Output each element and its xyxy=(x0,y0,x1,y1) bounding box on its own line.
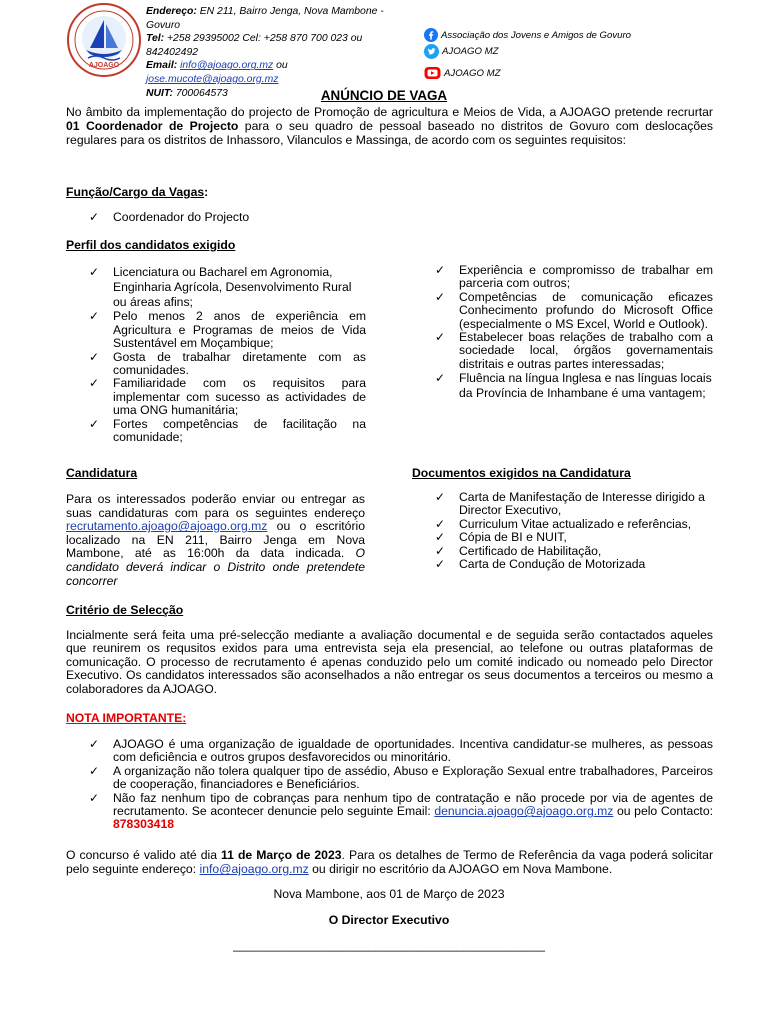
list-item: ✓ Experiência e compromisso de trabalhar em parceria com outros; xyxy=(435,264,713,291)
header-tel: Tel: +258 29395002 Cel: +258 870 700 023 ou 842402492 xyxy=(146,33,363,58)
recruitment-email-link[interactable]: recrutamento.ajoago@ajoago.org.mz xyxy=(66,519,268,534)
youtube-icon xyxy=(424,66,441,80)
organization-logo xyxy=(66,2,142,78)
perfil-list-left xyxy=(89,265,366,444)
twitter-icon xyxy=(424,44,439,59)
list-item: ✓ Familiaridade com os requisitos para implementar com sucesso as actividades de uma ONG humanitária; xyxy=(89,377,366,417)
contact-phone[interactable]: 878303418 xyxy=(113,817,175,832)
logo-text: AJOAGO xyxy=(88,62,120,69)
list-item: ✓ Coordenador do Projecto xyxy=(89,211,389,224)
list-item: ✓ Estabelecer boas relações de trabalho com a sociedade local, órgãos governamentais distritais e outras partes interessadas; xyxy=(435,331,713,371)
signature-line: ______________________________________________ xyxy=(233,938,545,952)
info-email-link[interactable]: info@ajoago.org.mz xyxy=(199,862,309,877)
denuncia-email-link[interactable]: denuncia.ajoago@ajoago.org.mz xyxy=(434,804,614,819)
email-jose-link[interactable]: jose.mucote@ajoago.org.mz xyxy=(146,73,279,85)
list-item: ✓ Certificado de Habilitação, xyxy=(435,545,713,558)
funcao-list xyxy=(89,211,389,224)
nota-list xyxy=(89,738,713,832)
header-nuit: NUIT: 700064573 xyxy=(146,87,228,99)
intro-paragraph: No âmbito da implementação do projecto de Promoção de agricultura e Meios de Vida, a AJOAGO pretende recrurtar 01 Coordenador de Projecto para o seu quadro de pessoal baseado no distritos de Govuro com deslocações regulares para os distritos de Inhassoro, Vilanculos e Massinga, de acordo com os seguintes requisitos: xyxy=(66,105,713,148)
documentos-heading: Documentos exigidos na Candidatura xyxy=(412,466,631,480)
signature-title: O Director Executivo xyxy=(328,913,450,927)
list-item: ✓ Gosta de trabalhar diretamente com as comunidades. xyxy=(89,351,366,378)
list-item: ✓ Pelo menos 2 anos de experiência em Agricultura e Programas de meios de Vida Sustentável em Moçambique; xyxy=(89,310,366,350)
list-item: ✓ Competências de comunicação eficazes Conhecimento profundo do Microsoft Office (especialmente o MS Excel, World e Outlook). xyxy=(435,291,713,331)
criterio-paragraph: Incialmente será feita uma pré-selecção mediante a avaliação documental e de seguida serão contactados aqueles que reunirem os requsitos exidos para uma entrevista seja ela presencial, ao telefone ou outras plataformas de comunicação. O processo de recrutamento é apenas conduzido pelo um comité indicado ou nomeado pelo Director Executivo. Os candidatos interessados são aconselhados a não entregar os seus documentos a terceiros ou mesmo a colaboradores da AJOAGO. xyxy=(66,628,713,696)
documentos-list xyxy=(435,491,713,571)
social-block xyxy=(424,25,704,83)
header-contact-block xyxy=(146,5,416,100)
list-item: ✓ AJOAGO é uma organização de igualdade de oportunidades. Incentiva candidatur-se mulheres, as pessoas com deficiência e outros grupos desfavorecidos ou minoritário. xyxy=(89,738,713,765)
perfil-heading: Perfil dos candidatos exigido xyxy=(66,238,236,252)
page-title: ANÚNCIO DE VAGA xyxy=(320,88,448,103)
candidatura-heading: Candidatura xyxy=(66,466,138,480)
nota-heading: NOTA IMPORTANTE: xyxy=(66,711,187,725)
list-item: ✓ Licenciatura ou Bacharel em Agronomia, Enginharia Agrícola, Desenvolvimento Rural ou áreas afins; xyxy=(89,265,366,309)
list-item: ✓ A organização não tolera qualquer tipo de assédio, Abuso e Exploração Sexual entre trabalhadores, Parceiros de cooperação, financiadores e Beneficiários. xyxy=(89,765,713,792)
list-item: ✓ Carta de Condução de Motorizada xyxy=(435,558,713,571)
social-facebook[interactable]: Associação dos Jovens e Amigos de Govuro xyxy=(424,25,704,45)
criterio-heading: Critério de Selecção xyxy=(66,603,184,617)
list-item: ✓ Fluência na língua Inglesa e nas línguas locais da Província de Inhambane é uma vantagem; xyxy=(435,371,713,401)
facebook-icon xyxy=(424,28,438,42)
list-item: ✓ Carta de Manifestação de Interesse dirigido a Director Executivo, xyxy=(435,491,713,518)
place-date: Nova Mambone, aos 01 de Março de 2023 xyxy=(273,887,505,901)
list-item: ✓ Curriculum Vitae actualizado e referências, xyxy=(435,518,713,531)
email-info-link[interactable]: info@ajoago.org.mz xyxy=(180,60,274,72)
funcao-heading: Função/Cargo da Vagas: xyxy=(66,185,209,199)
list-item: ✓ Fortes competências de facilitação na comunidade; xyxy=(89,418,366,445)
closing-paragraph: O concurso é valido até dia 11 de Março de 2023. Para os detalhes de Termo de Referência da vaga poderá solicitar pelo seguinte endereço: info@ajoago.org.mz ou dirigir no escritório da AJOAGO em Nova Mambone. xyxy=(66,848,714,877)
list-item: ✓ Cópia de BI e NUIT, xyxy=(435,531,713,544)
header-email: Email: info@ajoago.org.mz ou jose.mucote@ajoago.org.mz xyxy=(146,60,288,85)
candidatura-paragraph: Para os interessados poderão enviar ou entregar as suas candidaturas com para os seguintes endereço recrutamento.ajoago@ajoago.org.mz ou o escritório localizado na EN 211, Bairro Jenga em Nova Mambone, até as 16:00h da data indicada. O candidato deverá indicar o Distrito onde pretendete concorrer xyxy=(66,492,365,588)
social-youtube[interactable]: AJOAGO MZ xyxy=(424,63,704,83)
perfil-list-right xyxy=(435,264,713,402)
list-item: ✓ Não faz nenhum tipo de cobranças para nenhum tipo de contratação e não procede por via de agentes de recrutamento. Se acontecer denuncie pelo seguinte Email: denuncia.ajoago@ajoago.org.mz ou pelo Contacto: 878303418 xyxy=(89,792,713,832)
social-twitter[interactable]: AJOAGO MZ xyxy=(424,41,704,61)
header-address: Endereço: EN 211, Bairro Jenga, Nova Mambone - Govuro xyxy=(146,6,384,31)
